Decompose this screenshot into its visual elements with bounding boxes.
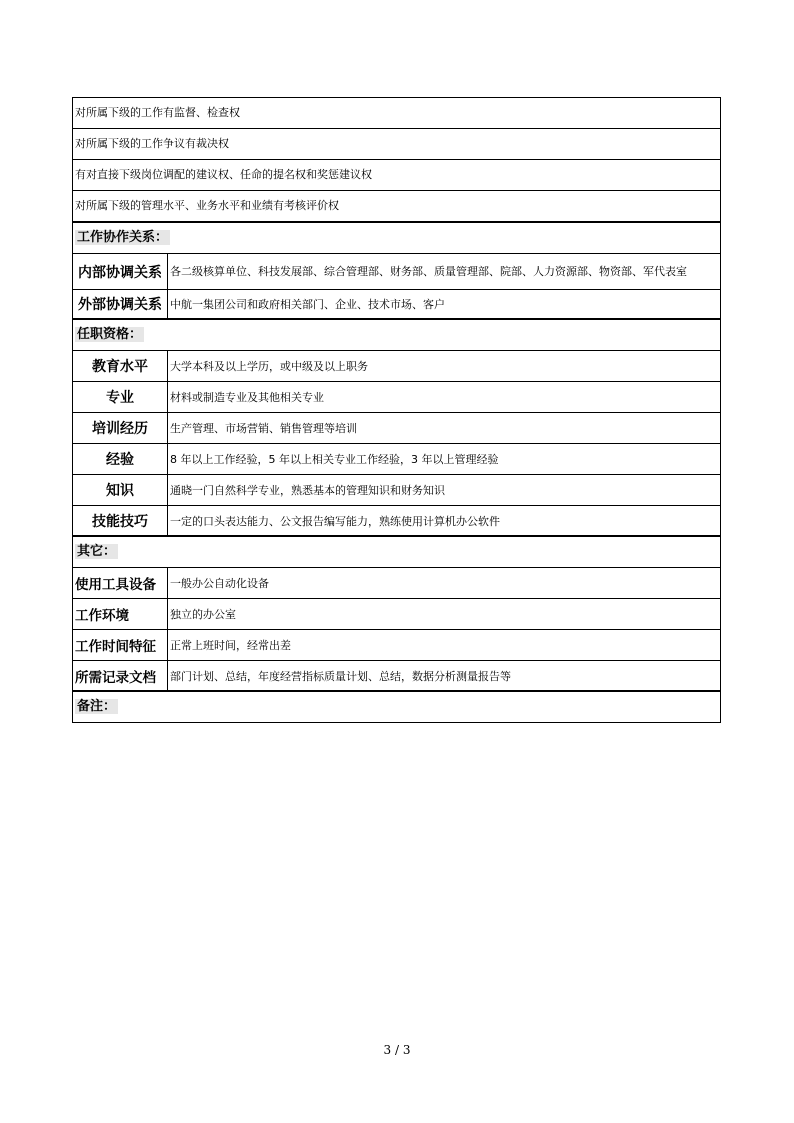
row-label: 工作时间特征: [73, 630, 168, 660]
section-heading: 其它：: [77, 544, 117, 559]
row-value: 材料或制造专业及其他相关专业: [170, 391, 324, 404]
row-label: 经验: [73, 444, 168, 474]
row-value: 一定的口头表达能力、公文报告编写能力，熟练使用计算机办公软件: [170, 514, 500, 528]
qualification-row: [73, 351, 720, 382]
row-value: 通晓一门自然科学专业，熟悉基本的管理知识和财务知识: [170, 484, 445, 497]
row-value: 大学本科及以上学历，或中级及以上职务: [170, 360, 368, 373]
row-value: 8 年以上工作经验，5 年以上相关专业工作经验，3 年以上管理经验: [170, 453, 499, 466]
authority-row: [73, 98, 720, 129]
internal-coordination-row: [73, 254, 720, 290]
row-value: 一般办公自动化设备: [170, 577, 269, 590]
qualification-heading-row: [73, 320, 720, 351]
row-value: 生产管理、市场营销、销售管理等培训: [170, 422, 357, 435]
authority-text: 有对直接下级岗位调配的建议权、任命的提名权和奖惩建议权: [75, 168, 372, 181]
row-label: 外部协调关系: [73, 290, 168, 318]
row-label: 专业: [73, 382, 168, 412]
section-heading: 工作协作关系：: [77, 230, 169, 245]
row-value: 独立的办公室: [170, 608, 236, 621]
row-label: 所需记录文档: [73, 661, 168, 690]
row-value: 中航一集团公司和政府相关部门、企业、技术市场、客户: [170, 298, 445, 311]
row-label: 培训经历: [73, 413, 168, 443]
authority-text: 对所属下级的管理水平、业务水平和业绩有考核评价权: [75, 199, 339, 212]
row-value: 正常上班时间，经常出差: [170, 639, 291, 652]
authority-row: [73, 191, 720, 223]
qualification-row: [73, 413, 720, 444]
job-description-table: [72, 97, 721, 723]
row-label: 工作环境: [73, 599, 168, 629]
row-label: 使用工具设备: [73, 568, 168, 598]
other-row: [73, 599, 720, 630]
page-number: 3 / 3: [383, 1043, 411, 1057]
authority-row: [73, 160, 720, 191]
row-label: 技能技巧: [73, 506, 168, 535]
qualification-row: [73, 382, 720, 413]
remarks-row: [73, 692, 720, 722]
authority-text: 对所属下级的工作有监督、检查权: [75, 106, 240, 119]
qualification-row: [73, 506, 720, 537]
section-heading: 备注：: [77, 699, 117, 714]
authority-text: 对所属下级的工作争议有裁决权: [75, 137, 229, 150]
qualification-row: [73, 475, 720, 506]
external-coordination-row: [73, 290, 720, 320]
other-heading-row: [73, 537, 720, 568]
row-label: 知识: [73, 475, 168, 505]
row-value: 各二级核算单位、科技发展部、综合管理部、财务部、质量管理部、院部、人力资源部、物资部、军代表室: [170, 265, 687, 278]
qualification-row: [73, 444, 720, 475]
other-row: [73, 661, 720, 692]
other-row: [73, 568, 720, 599]
row-label: 内部协调关系: [73, 254, 168, 289]
row-label: 教育水平: [73, 351, 168, 381]
row-value: 部门计划、总结，年度经营指标质量计划、总结，数据分析测量报告等: [170, 669, 511, 683]
cooperation-heading-row: [73, 223, 720, 254]
authority-row: [73, 129, 720, 160]
other-row: [73, 630, 720, 661]
section-heading: 任职资格：: [77, 327, 143, 342]
